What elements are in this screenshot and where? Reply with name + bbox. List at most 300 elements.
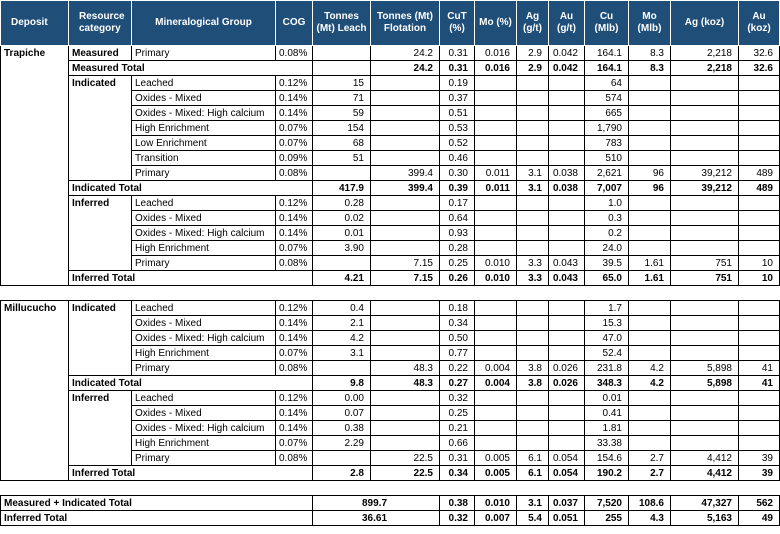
category-cell	[69, 151, 132, 166]
aukoz-total-cell: 489	[739, 181, 780, 196]
table-body	[1, 46, 780, 526]
mineralogical-group-cell: Oxides - Mixed: High calcium	[132, 421, 276, 436]
cut-total-cell: 0.34	[440, 466, 475, 481]
agkoz-grand-cell: 5,163	[671, 511, 739, 526]
flot-cell	[371, 301, 440, 316]
momlb-cell	[629, 226, 671, 241]
agkoz-cell: 5,898	[671, 361, 739, 376]
mineralogical-group-cell: Primary	[132, 46, 276, 61]
table-row	[1, 196, 780, 211]
flot-total-cell: 48.3	[371, 376, 440, 391]
au-cell	[549, 331, 585, 346]
flot-cell	[371, 211, 440, 226]
cut-grand-cell: 0.38	[440, 496, 475, 511]
cu-total-cell: 65.0	[585, 271, 629, 286]
mineralogical-group-cell: High Enrichment	[132, 121, 276, 136]
deposit-cell	[1, 376, 69, 391]
au-cell	[549, 106, 585, 121]
cu-cell: 1.7	[585, 301, 629, 316]
leach-total-cell: 4.21	[313, 271, 371, 286]
au-total-cell: 0.038	[549, 181, 585, 196]
total-row	[1, 61, 780, 76]
cu-cell: 1.81	[585, 421, 629, 436]
agkoz-cell: 39,212	[671, 166, 739, 181]
category-cell: Measured	[69, 46, 132, 61]
category-cell	[69, 256, 132, 271]
aukoz-cell	[739, 436, 780, 451]
cog-cell: 0.12%	[276, 301, 313, 316]
aukoz-cell	[739, 91, 780, 106]
mo-cell	[475, 121, 517, 136]
spacer-cell	[440, 481, 475, 496]
cu-grand-cell: 255	[585, 511, 629, 526]
mo-cell: 0.010	[475, 256, 517, 271]
au-total-cell: 0.043	[549, 271, 585, 286]
aukoz-cell	[739, 241, 780, 256]
aukoz-total-cell: 39	[739, 466, 780, 481]
category-cell	[69, 241, 132, 256]
flot-total-cell: 7.15	[371, 271, 440, 286]
spacer-cell	[739, 481, 780, 496]
leach-cell: 15	[313, 76, 371, 91]
agkoz-cell: 2,218	[671, 46, 739, 61]
cog-cell: 0.07%	[276, 121, 313, 136]
category-cell	[69, 136, 132, 151]
mo-cell	[475, 136, 517, 151]
momlb-cell: 96	[629, 166, 671, 181]
total-row	[1, 466, 780, 481]
mineralogical-group-cell: Primary	[132, 166, 276, 181]
au-cell	[549, 436, 585, 451]
aukoz-cell	[739, 391, 780, 406]
cu-grand-cell: 7,520	[585, 496, 629, 511]
category-cell	[69, 106, 132, 121]
deposit-cell	[1, 241, 69, 256]
mo-total-cell: 0.005	[475, 466, 517, 481]
agkoz-cell	[671, 106, 739, 121]
momlb-cell	[629, 76, 671, 91]
total-label: Inferred Total	[69, 271, 313, 286]
cut-cell: 0.46	[440, 151, 475, 166]
cog-cell: 0.14%	[276, 316, 313, 331]
mo-cell	[475, 316, 517, 331]
mineralogical-group-cell: Oxides - Mixed: High calcium	[132, 226, 276, 241]
aukoz-cell	[739, 421, 780, 436]
category-cell	[69, 91, 132, 106]
agkoz-cell	[671, 391, 739, 406]
agkoz-cell	[671, 121, 739, 136]
flot-total-cell: 399.4	[371, 181, 440, 196]
momlb-cell	[629, 211, 671, 226]
leach-cell: 2.29	[313, 436, 371, 451]
aukoz-cell	[739, 136, 780, 151]
grand-total-label: Inferred Total	[1, 511, 313, 526]
ag-total-cell: 6.1	[517, 466, 549, 481]
au-cell	[549, 151, 585, 166]
mo-cell	[475, 211, 517, 226]
grand-total-row	[1, 496, 780, 511]
leach-cell: 0.00	[313, 391, 371, 406]
category-cell	[69, 316, 132, 331]
momlb-cell	[629, 121, 671, 136]
cu-cell: 33.38	[585, 436, 629, 451]
au-cell	[549, 226, 585, 241]
category-cell	[69, 361, 132, 376]
category-cell	[69, 121, 132, 136]
spacer-cell	[475, 286, 517, 301]
mineralogical-group-cell: Oxides - Mixed	[132, 211, 276, 226]
deposit-cell	[1, 271, 69, 286]
aukoz-grand-cell: 562	[739, 496, 780, 511]
cu-total-cell: 7,007	[585, 181, 629, 196]
cut-cell: 0.25	[440, 406, 475, 421]
spacer-cell	[313, 286, 371, 301]
spacer-cell	[739, 286, 780, 301]
cog-cell: 0.07%	[276, 346, 313, 361]
cut-cell: 0.93	[440, 226, 475, 241]
agkoz-cell	[671, 136, 739, 151]
cog-cell: 0.14%	[276, 211, 313, 226]
cu-cell: 0.01	[585, 391, 629, 406]
total-row	[1, 181, 780, 196]
leach-total-cell: 417.9	[313, 181, 371, 196]
flot-cell	[371, 121, 440, 136]
aukoz-cell	[739, 211, 780, 226]
table-row	[1, 301, 780, 316]
flot-cell	[371, 151, 440, 166]
cut-cell: 0.66	[440, 436, 475, 451]
cut-total-cell: 0.39	[440, 181, 475, 196]
leach-cell	[313, 166, 371, 181]
mineralogical-group-cell: Leached	[132, 76, 276, 91]
cog-cell: 0.08%	[276, 46, 313, 61]
mo-cell	[475, 91, 517, 106]
au-grand-cell: 0.037	[549, 496, 585, 511]
cut-cell: 0.31	[440, 46, 475, 61]
flot-cell	[371, 391, 440, 406]
grand-tonnes-cell: 899.7	[313, 496, 440, 511]
mo-grand-cell: 0.007	[475, 511, 517, 526]
category-cell	[69, 331, 132, 346]
table-row	[1, 121, 780, 136]
ag-cell	[517, 136, 549, 151]
col-header-au-gt: Au (g/t)	[549, 1, 585, 46]
ag-cell	[517, 241, 549, 256]
mineralogical-group-cell: High Enrichment	[132, 241, 276, 256]
spacer-cell	[549, 286, 585, 301]
spacer-cell	[276, 286, 313, 301]
agkoz-cell	[671, 226, 739, 241]
spacer-cell	[517, 286, 549, 301]
category-cell	[69, 166, 132, 181]
cut-total-cell: 0.31	[440, 61, 475, 76]
cut-grand-cell: 0.32	[440, 511, 475, 526]
mineralogical-group-cell: Leached	[132, 301, 276, 316]
table-row	[1, 361, 780, 376]
mineralogical-group-cell: Oxides - Mixed	[132, 316, 276, 331]
category-cell: Inferred	[69, 196, 132, 211]
agkoz-cell	[671, 421, 739, 436]
agkoz-cell	[671, 331, 739, 346]
flot-cell	[371, 226, 440, 241]
momlb-cell: 1.61	[629, 256, 671, 271]
flot-cell	[371, 241, 440, 256]
aukoz-cell	[739, 316, 780, 331]
agkoz-total-cell: 5,898	[671, 376, 739, 391]
mo-total-cell: 0.004	[475, 376, 517, 391]
mo-cell: 0.004	[475, 361, 517, 376]
spacer-cell	[69, 286, 132, 301]
ag-cell	[517, 196, 549, 211]
leach-cell: 0.07	[313, 406, 371, 421]
mineralogical-group-cell: Primary	[132, 361, 276, 376]
aukoz-cell: 10	[739, 256, 780, 271]
ag-cell	[517, 226, 549, 241]
category-cell	[69, 451, 132, 466]
table-row	[1, 391, 780, 406]
deposit-cell	[1, 211, 69, 226]
leach-total-cell: 9.8	[313, 376, 371, 391]
cu-total-cell: 348.3	[585, 376, 629, 391]
au-cell	[549, 346, 585, 361]
spacer-cell	[1, 481, 69, 496]
ag-cell	[517, 106, 549, 121]
ag-cell: 3.8	[517, 361, 549, 376]
flot-cell	[371, 406, 440, 421]
leach-total-cell: 2.8	[313, 466, 371, 481]
aukoz-grand-cell: 49	[739, 511, 780, 526]
aukoz-cell	[739, 331, 780, 346]
mo-cell	[475, 106, 517, 121]
total-row	[1, 376, 780, 391]
cut-cell: 0.17	[440, 196, 475, 211]
cu-cell: 231.8	[585, 361, 629, 376]
mineralogical-group-cell: Primary	[132, 256, 276, 271]
au-cell	[549, 421, 585, 436]
table-row	[1, 106, 780, 121]
momlb-total-cell: 2.7	[629, 466, 671, 481]
category-cell	[69, 406, 132, 421]
aukoz-cell	[739, 106, 780, 121]
aukoz-cell	[739, 76, 780, 91]
mineralogical-group-cell: Low Enrichment	[132, 136, 276, 151]
table-row	[1, 316, 780, 331]
leach-cell: 2.1	[313, 316, 371, 331]
cu-cell: 574	[585, 91, 629, 106]
spacer-cell	[549, 481, 585, 496]
deposit-cell	[1, 76, 69, 91]
ag-total-cell: 3.8	[517, 376, 549, 391]
au-cell	[549, 121, 585, 136]
aukoz-cell	[739, 301, 780, 316]
spacer-cell	[629, 481, 671, 496]
cu-cell: 154.6	[585, 451, 629, 466]
au-cell	[549, 211, 585, 226]
col-header-tonnes-flotation: Tonnes (Mt) Flotation	[371, 1, 440, 46]
momlb-cell	[629, 91, 671, 106]
cut-cell: 0.28	[440, 241, 475, 256]
ag-cell	[517, 391, 549, 406]
au-cell: 0.043	[549, 256, 585, 271]
deposit-cell	[1, 121, 69, 136]
momlb-cell	[629, 151, 671, 166]
cut-cell: 0.77	[440, 346, 475, 361]
table-row	[1, 256, 780, 271]
mo-cell	[475, 436, 517, 451]
ag-cell	[517, 76, 549, 91]
ag-cell: 2.9	[517, 46, 549, 61]
grand-total-row	[1, 511, 780, 526]
leach-cell: 0.02	[313, 211, 371, 226]
deposit-cell	[1, 151, 69, 166]
table-row	[1, 226, 780, 241]
aukoz-total-cell: 10	[739, 271, 780, 286]
aukoz-cell: 41	[739, 361, 780, 376]
table-row	[1, 166, 780, 181]
table-row	[1, 241, 780, 256]
cut-cell: 0.64	[440, 211, 475, 226]
total-label: Indicated Total	[69, 376, 313, 391]
cu-cell: 1,790	[585, 121, 629, 136]
grand-total-label: Measured + Indicated Total	[1, 496, 313, 511]
cog-cell: 0.07%	[276, 436, 313, 451]
col-header-tonnes-leach: Tonnes (Mt) Leach	[313, 1, 371, 46]
momlb-cell	[629, 391, 671, 406]
leach-cell: 59	[313, 106, 371, 121]
au-cell	[549, 91, 585, 106]
momlb-cell	[629, 436, 671, 451]
cut-cell: 0.19	[440, 76, 475, 91]
flot-cell	[371, 196, 440, 211]
spacer-cell	[671, 481, 739, 496]
table-row	[1, 91, 780, 106]
deposit-cell	[1, 106, 69, 121]
au-cell	[549, 406, 585, 421]
spacer-cell	[585, 481, 629, 496]
momlb-total-cell: 96	[629, 181, 671, 196]
cog-cell: 0.08%	[276, 451, 313, 466]
mo-cell: 0.005	[475, 451, 517, 466]
mineralogical-group-cell: Oxides - Mixed: High calcium	[132, 331, 276, 346]
deposit-cell	[1, 406, 69, 421]
momlb-cell	[629, 136, 671, 151]
au-cell: 0.038	[549, 166, 585, 181]
cut-cell: 0.32	[440, 391, 475, 406]
col-header-cut: CuT (%)	[440, 1, 475, 46]
aukoz-cell	[739, 196, 780, 211]
flot-cell	[371, 436, 440, 451]
mo-cell	[475, 241, 517, 256]
category-cell	[69, 226, 132, 241]
cut-total-cell: 0.26	[440, 271, 475, 286]
mo-cell	[475, 406, 517, 421]
grand-tonnes-cell: 36.61	[313, 511, 440, 526]
spacer-row	[1, 481, 780, 496]
leach-cell	[313, 361, 371, 376]
cu-cell: 24.0	[585, 241, 629, 256]
cog-cell: 0.14%	[276, 106, 313, 121]
leach-cell: 68	[313, 136, 371, 151]
au-cell	[549, 241, 585, 256]
deposit-cell	[1, 166, 69, 181]
category-cell	[69, 211, 132, 226]
deposit-cell	[1, 196, 69, 211]
momlb-cell	[629, 196, 671, 211]
col-header-mo-pct: Mo (%)	[475, 1, 517, 46]
spacer-cell	[585, 286, 629, 301]
spacer-cell	[69, 481, 132, 496]
cu-cell: 665	[585, 106, 629, 121]
leach-cell: 154	[313, 121, 371, 136]
aukoz-total-cell: 41	[739, 376, 780, 391]
cut-cell: 0.34	[440, 316, 475, 331]
au-cell	[549, 76, 585, 91]
col-header-deposit: Deposit	[1, 1, 69, 46]
deposit-cell	[1, 361, 69, 376]
leach-cell: 0.28	[313, 196, 371, 211]
mo-total-cell: 0.011	[475, 181, 517, 196]
momlb-cell	[629, 316, 671, 331]
col-header-ag-koz: Ag (koz)	[671, 1, 739, 46]
cu-total-cell: 164.1	[585, 61, 629, 76]
cut-cell: 0.50	[440, 331, 475, 346]
momlb-cell	[629, 301, 671, 316]
momlb-grand-cell: 108.6	[629, 496, 671, 511]
mineralogical-group-cell: Leached	[132, 391, 276, 406]
agkoz-grand-cell: 47,327	[671, 496, 739, 511]
col-header-resource-category: Resource category	[69, 1, 132, 46]
agkoz-cell	[671, 316, 739, 331]
momlb-cell: 2.7	[629, 451, 671, 466]
category-cell	[69, 346, 132, 361]
mo-grand-cell: 0.010	[475, 496, 517, 511]
deposit-cell	[1, 331, 69, 346]
mo-total-cell: 0.016	[475, 61, 517, 76]
deposit-cell	[1, 436, 69, 451]
mo-cell	[475, 331, 517, 346]
deposit-cell	[1, 256, 69, 271]
category-cell: Indicated	[69, 76, 132, 91]
cog-cell: 0.08%	[276, 361, 313, 376]
mo-cell	[475, 421, 517, 436]
cog-cell: 0.14%	[276, 421, 313, 436]
cu-total-cell: 190.2	[585, 466, 629, 481]
cu-cell: 64	[585, 76, 629, 91]
cu-cell: 47.0	[585, 331, 629, 346]
cut-total-cell: 0.27	[440, 376, 475, 391]
cu-cell: 0.2	[585, 226, 629, 241]
mo-cell	[475, 226, 517, 241]
cu-cell: 510	[585, 151, 629, 166]
au-cell	[549, 301, 585, 316]
momlb-grand-cell: 4.3	[629, 511, 671, 526]
mo-cell	[475, 346, 517, 361]
ag-cell	[517, 346, 549, 361]
cog-cell: 0.14%	[276, 331, 313, 346]
deposit-cell	[1, 181, 69, 196]
ag-cell	[517, 121, 549, 136]
flot-cell: 48.3	[371, 361, 440, 376]
agkoz-cell	[671, 91, 739, 106]
ag-cell	[517, 316, 549, 331]
category-cell	[69, 421, 132, 436]
deposit-cell	[1, 391, 69, 406]
cu-cell: 164.1	[585, 46, 629, 61]
flot-total-cell: 22.5	[371, 466, 440, 481]
agkoz-cell	[671, 301, 739, 316]
spacer-cell	[371, 481, 440, 496]
spacer-cell	[1, 286, 69, 301]
